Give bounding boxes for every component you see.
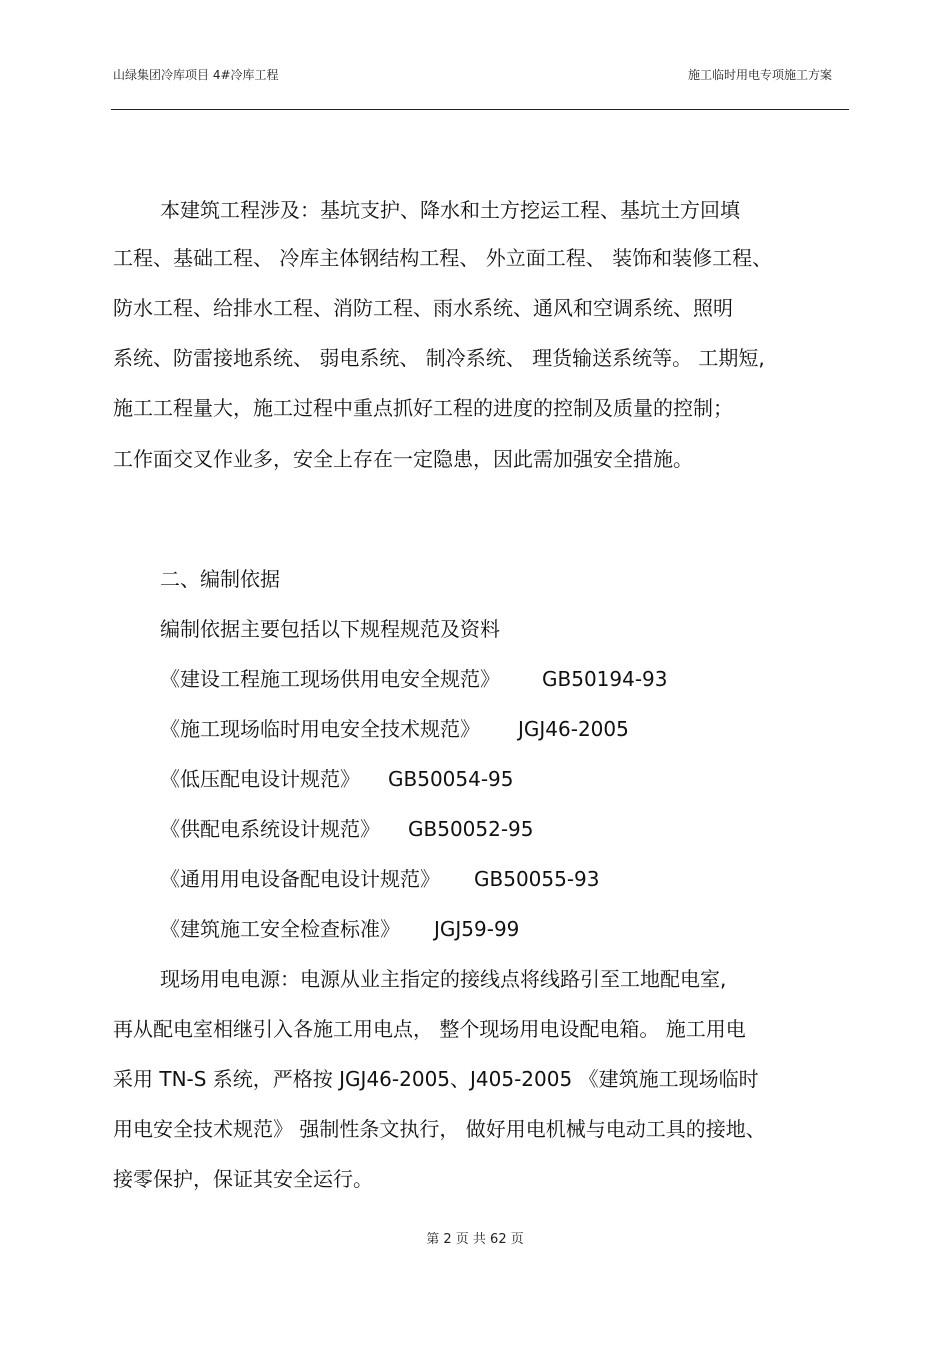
standard-item	[160, 866, 600, 892]
paragraph-1-line-2: 工程、基础工程、 冷库主体钢结构工程、 外立面工程、 装饰和装修工程、	[113, 246, 773, 270]
paragraph-2-line-4: 用电安全技术规范》 强制性条文执行， 做好用电机械与电动工具的接地、	[113, 1117, 766, 1141]
standard-name: 《供配电系统设计规范》	[160, 817, 380, 841]
header-divider	[111, 109, 849, 110]
header-project-title: 山绿集团冷库项目 4#冷库工程	[113, 68, 279, 82]
standard-code: GB50054-95	[388, 767, 514, 791]
paragraph-1-line-4: 系统、防雷接地系统、 弱电系统、 制冷系统、 理货输送系统等。 工期短,	[113, 346, 765, 370]
standard-code: JGJ46-2005	[518, 717, 629, 741]
standard-name: 《建设工程施工现场供用电安全规范》	[160, 667, 500, 691]
page-number: 第 2 页 共 62 页	[426, 1232, 524, 1247]
standard-name: 《建筑施工安全检查标准》	[160, 917, 400, 941]
standard-code: GB50055-93	[474, 867, 600, 891]
standard-name: 《施工现场临时用电安全技术规范》	[160, 717, 480, 741]
paragraph-1-line-1: 本建筑工程涉及：基坑支护、降水和土方挖运工程、基坑土方回填	[160, 198, 740, 222]
standard-code: GB50194-93	[542, 667, 668, 691]
paragraph-2-line-2: 再从配电室相继引入各施工用电点， 整个现场用电设配电箱。 施工用电	[113, 1017, 746, 1041]
section-intro: 编制依据主要包括以下规程规范及资料	[160, 617, 500, 641]
standard-item	[160, 816, 534, 842]
paragraph-2-line-3: 采用 TN-S 系统，严格按 JGJ46-2005、J405-2005 《建筑施工现场临时	[113, 1067, 759, 1091]
section-heading: 二、编制依据	[160, 567, 280, 591]
paragraph-1-line-5: 施工工程量大，施工过程中重点抓好工程的进度的控制及质量的控制；	[113, 396, 733, 420]
standard-item	[160, 716, 629, 742]
standard-item	[160, 666, 668, 692]
standard-name: 《通用用电设备配电设计规范》	[160, 867, 440, 891]
standard-item	[160, 916, 519, 942]
standard-code: JGJ59-99	[434, 917, 520, 941]
header-document-title: 施工临时用电专项施工方案	[687, 68, 832, 82]
paragraph-2-line-5: 接零保护，保证其安全运行。	[113, 1167, 373, 1191]
paragraph-1-line-6: 工作面交叉作业多，安全上存在一定隐患，因此需加强安全措施。	[113, 447, 693, 471]
standard-name: 《低压配电设计规范》	[160, 767, 360, 791]
paragraph-1-line-3: 防水工程、给排水工程、消防工程、雨水系统、通风和空调系统、照明	[113, 296, 733, 320]
paragraph-2-line-1: 现场用电电源：电源从业主指定的接线点将线路引至工地配电室,	[160, 967, 727, 991]
standard-code: GB50052-95	[408, 817, 534, 841]
standard-item	[160, 766, 514, 792]
